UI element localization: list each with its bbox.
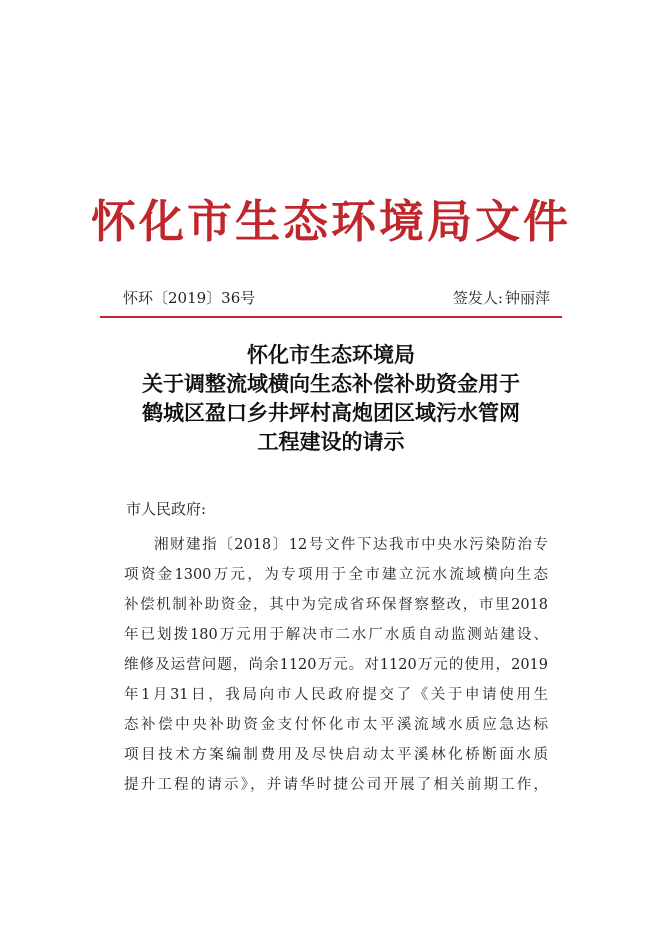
document-masthead: 怀化市生态环境局文件 bbox=[90, 195, 571, 248]
salutation: 市人民政府: bbox=[126, 500, 207, 518]
title-line: 工程建设的请示 bbox=[257, 429, 405, 454]
body-paragraph bbox=[124, 530, 548, 800]
title-line: 鹤城区盈口乡井坪村高炮团区域污水管网 bbox=[142, 400, 520, 425]
body-line: 项目技术方案编制费用及尽快启动太平溪林化桥断面水质 bbox=[124, 747, 548, 763]
document-number: 怀环〔2019〕36号 bbox=[123, 289, 256, 307]
body-line: 维修及运营问题，尚余1120万元。对1120万元的使用，2019 bbox=[124, 657, 548, 673]
document-title bbox=[0, 340, 662, 456]
signer-line bbox=[451, 287, 550, 308]
signer-name: 钟丽萍 bbox=[504, 289, 550, 307]
body-line: 补偿机制补助资金，其中为完成省环保督察整改，市里2018 bbox=[124, 597, 548, 613]
title-line: 怀化市生态环境局 bbox=[247, 342, 415, 367]
red-divider-line bbox=[100, 316, 562, 318]
body-line: 年已划拨180万元用于解决市二水厂水质自动监测站建设、 bbox=[124, 627, 548, 643]
body-line: 提升工程的请示》，并请华时捷公司开展了相关前期工作， bbox=[124, 777, 548, 793]
title-line: 关于调整流域横向生态补偿补助资金用于 bbox=[142, 371, 520, 396]
body-line: 态补偿中央补助资金支付怀化市太平溪流域水质应急达标 bbox=[124, 717, 548, 733]
body-line: 湘财建指〔2018〕12号文件下达我市中央水污染防治专 bbox=[154, 537, 548, 553]
signer-label: 签发人: bbox=[452, 289, 503, 307]
body-line: 项资金1300万元，为专项用于全市建立沅水流域横向生态 bbox=[124, 567, 548, 583]
body-line: 年1月31日，我局向市人民政府提交了《关于申请使用生 bbox=[124, 687, 548, 703]
